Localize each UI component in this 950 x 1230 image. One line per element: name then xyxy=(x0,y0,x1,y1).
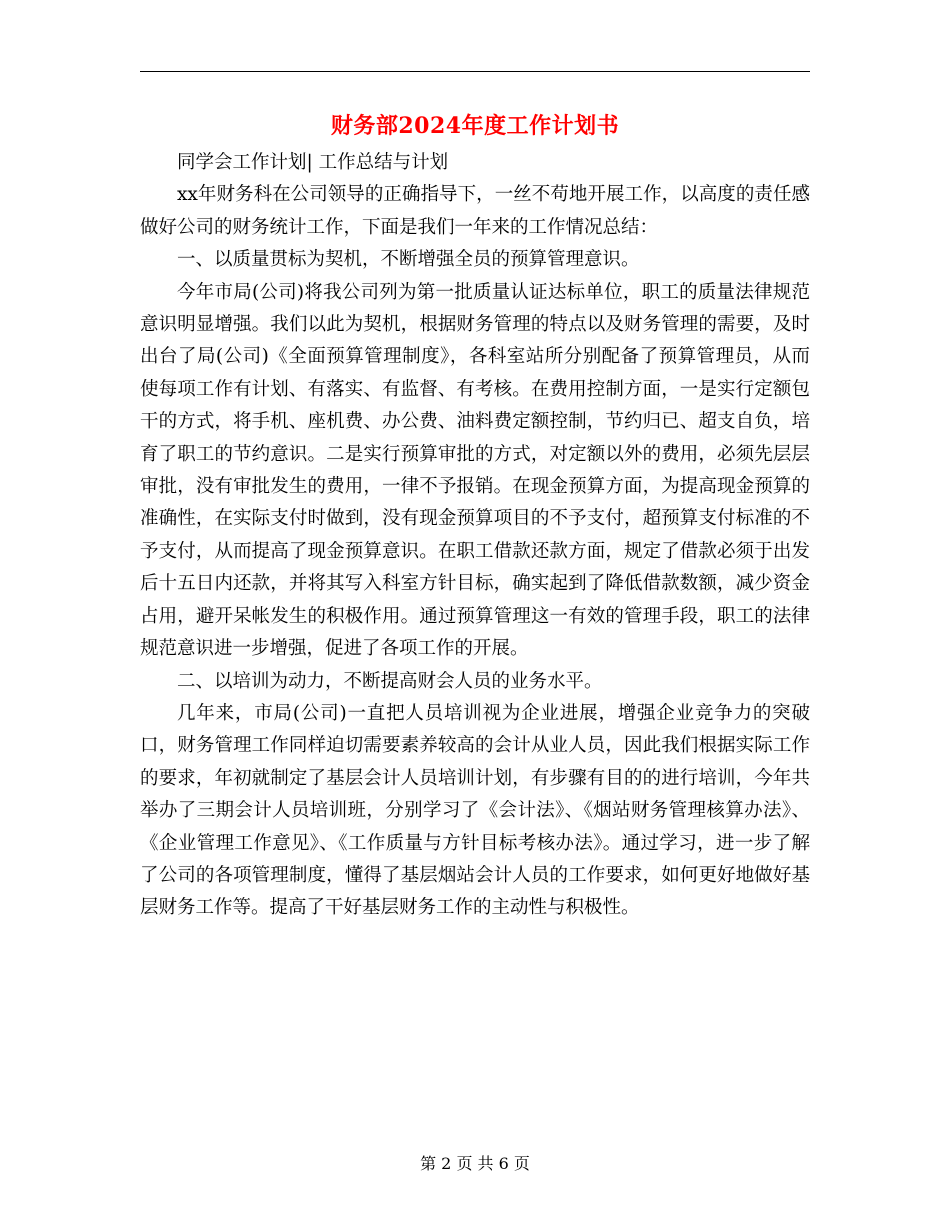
section-heading-2: 二、以培训为动力，不断提高财会人员的业务水平。 xyxy=(177,670,603,692)
paragraph-subtitle: 同学会工作计划| 工作总结与计划 xyxy=(177,152,449,173)
page-number-footer: 第 2 页 共 6 页 xyxy=(420,1154,530,1173)
document-body xyxy=(140,147,810,925)
paragraph-section-2: 几年来，市局(公司)一直把人员培训视为企业进展，增强企业竞争力的突破口，财务管理工作同样迫切需要素养较高的会计从业人员，因此我们根据实际工作的要求，年初就制定了基层会计人员培训计划，有步骤有目的的进行培训，今年共举办了三期会计人员培训班，分别学习了《会计法》、《烟站财务管理核算办法》、《企业管理工作意见》、《工作质量与方针目标考核办法》。通过学习，进一步了解了公司的各项管理制度，懂得了基层烟站会计人员的工作要求，如何更好地做好基层财务工作等。提高了干好基层财务工作的主动性与积极性。 xyxy=(140,702,810,919)
document-title: 财务部2024年度工作计划书 xyxy=(330,113,620,139)
section-heading-1: 一、以质量贯标为契机，不断增强全员的预算管理意识。 xyxy=(177,249,640,271)
paragraph-section-1: 今年市局(公司)将我公司列为第一批质量认证达标单位，职工的质量法律规范意识明显增强。我们以此为契机，根据财务管理的特点以及财务管理的需要，及时出台了局(公司)《全面预算管理制度》，各科室站所分别配备了预算管理员，从而使每项工作有计划、有落实、有监督、有考核。在费用控制方面，一是实行定额包干的方式，将手机、座机费、办公费、油料费定额控制，节约归已、超支自负，培育了职工的节约意识。二是实行预算审批的方式，对定额以外的费用，必须先层层审批，没有审批发生的费用，一律不予报销。在现金预算方面，为提高现金预算的准确性，在实际支付时做到，没有现金预算项目的不予支付，超预算支付标准的不予支付，从而提高了现金预算意识。在职工借款还款方面，规定了借款必须于出发后十五日内还款，并将其写入科室方针目标，确实起到了降低借款数额，减少资金占用，避开呆帐发生的积极作用。通过预算管理这一有效的管理手段，职工的法律规范意识进一步增强，促进了各项工作的开展。 xyxy=(140,281,810,660)
paragraph-intro: xx年财务科在公司领导的正确指导下，一丝不苟地开展工作，以高度的责任感做好公司的财务统计工作，下面是我们一年来的工作情况总结： xyxy=(140,184,810,238)
header-rule xyxy=(140,71,810,72)
